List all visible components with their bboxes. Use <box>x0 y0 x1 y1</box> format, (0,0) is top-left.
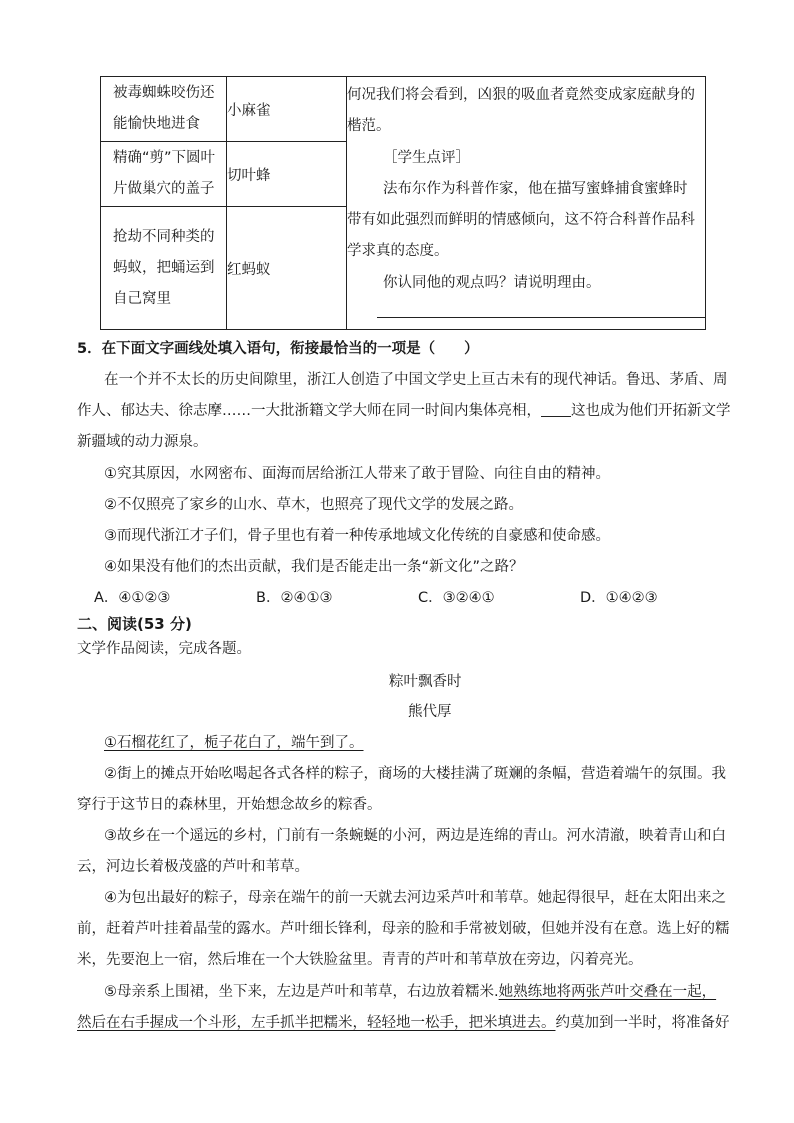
paragraph-2-line: 穿行于这节日的森林里，开始想念故乡的粽香。 <box>77 797 382 813</box>
behavior-line: 蚂蚁，把蛹运到 <box>113 259 215 276</box>
passage-text: 这也成为他们开拓新文学 <box>571 403 731 419</box>
paragraph-4-line: 前，赶着芦叶挂着晶莹的露水。芦叶细长锋利，母亲的脸和手常被划破，但她并没有在意。选上好的糯 <box>77 921 730 937</box>
table-cell-behavior <box>101 77 227 142</box>
table-cell-animal: 小麻雀 <box>227 77 347 142</box>
underlined-text: 然后在右手握成一个斗形，左手抓半把糯米，轻轻地一松手，把米填进去。 <box>77 1015 556 1031</box>
section-intro: 文学作品阅读，完成各题。 <box>77 641 251 657</box>
article-author: 熊代厚 <box>408 704 452 720</box>
paragraph-text: 约莫加到一半时，将准备好 <box>555 1015 730 1031</box>
question-5-passage-line <box>77 399 731 420</box>
option-sentence: ③而现代浙江才子们，骨子里也有着一种传承地域文化传统的自豪感和使命感。 <box>104 528 610 544</box>
underlined-text: 她熟练地将两张芦叶交叠在一起， <box>498 984 717 1000</box>
underlined-text: ①石榴花红了，栀子花白了，端午到了。 <box>104 735 364 751</box>
choice-a[interactable]: A．④①②③ <box>94 590 171 606</box>
commentary-line: 你认同他的观点吗？请说明理由。 <box>383 275 601 291</box>
section-heading: 二、阅读(53 分) <box>77 615 192 633</box>
table-cell-behavior <box>101 207 227 330</box>
option-sentence: ②不仅照亮了家乡的山水、草木，也照亮了现代文学的发展之路。 <box>104 497 523 513</box>
choice-d[interactable]: D．①④②③ <box>580 590 658 606</box>
paragraph-3-line: ③故乡在一个遥远的乡村，门前有一条蜿蜒的小河，两边是连绵的青山。河水清澈，映着青山和白 <box>104 828 726 844</box>
behavior-line: 被毒蜘蛛咬伤还 <box>113 85 215 101</box>
table-cell-commentary <box>347 77 706 330</box>
behavior-line: 片做巢穴的盖子 <box>113 181 215 197</box>
choice-c[interactable]: C．③②④① <box>418 590 495 606</box>
behavior-line: 抢劫不同种类的 <box>113 228 215 245</box>
commentary-line: 学求真的态度。 <box>347 243 449 259</box>
option-sentence: ④如果没有他们的杰出贡献，我们是否能走出一条“新文化”之路？ <box>104 559 524 575</box>
paragraph-5-line <box>77 1011 730 1032</box>
fill-blank[interactable] <box>541 402 571 417</box>
answer-blank-line[interactable] <box>377 317 705 318</box>
question-5-passage-line: 新疆域的动力源泉。 <box>77 434 208 450</box>
commentary-line: 楷范。 <box>347 118 391 134</box>
commentary-line: 何况我们将会看到，凶狠的吸血者竟然变成家庭献身的 <box>347 87 695 103</box>
option-sentence: ①究其原因，水网密布、面海而居给浙江人带来了敢于冒险、向往自由的精神。 <box>104 466 610 482</box>
choice-b[interactable]: B．②④①③ <box>256 590 333 606</box>
table-cell-behavior <box>101 142 227 207</box>
paragraph-4-line: 米，先要泡上一宿，然后堆在一个大铁脸盆里。青青的芦叶和苇草放在旁边，闪着亮光。 <box>77 952 643 968</box>
behavior-line: 自己窝里 <box>113 290 171 307</box>
paragraph-1 <box>104 731 364 752</box>
behavior-line: 精确“剪”下圆叶 <box>113 150 216 166</box>
paragraph-4-line: ④为包出最好的粽子，母亲在端午的前一天就去河边采芦叶和苇草。她起得很早，赶在太阳出来之 <box>104 890 726 906</box>
paragraph-5-line <box>104 980 716 1001</box>
table-cell-animal: 红蚂蚁 <box>227 207 347 330</box>
behavior-line: 能愉快地进食 <box>113 116 200 132</box>
table-cell-animal: 切叶蜂 <box>227 142 347 207</box>
passage-text: 作人、郁达夫、徐志摩……一大批浙籍文学大师在同一时间内集体亮相， <box>77 403 541 419</box>
paragraph-2-line: ②街上的摊点开始吆喝起各式各样的粽子，商场的大楼挂满了斑斓的条幅，营造着端午的氛围。我 <box>104 766 726 782</box>
commentary-line: 法布尔作为科普作家，他在描写蜜蜂捕食蜜蜂时 <box>383 181 688 197</box>
reading-table <box>100 76 706 330</box>
question-5-passage-line: 在一个并不太长的历史间隙里，浙江人创造了中国文学史上亘古未有的现代神话。鲁迅、茅盾、周 <box>104 372 728 388</box>
commentary-line: ［学生点评］ <box>383 150 470 166</box>
article-title: 粽叶飘香时 <box>389 674 462 690</box>
question-5-stem: 5．在下面文字画线处填入语句，衔接最恰当的一项是（ ） <box>77 341 479 357</box>
paragraph-3-line: 云，河边长着极茂盛的芦叶和苇草。 <box>77 859 309 875</box>
paragraph-text: ⑤母亲系上围裙，坐下来，左边是芦叶和苇草，右边放着糯米. <box>104 984 499 1000</box>
commentary-line: 带有如此强烈而鲜明的情感倾向，这不符合科普作品科 <box>347 212 695 228</box>
